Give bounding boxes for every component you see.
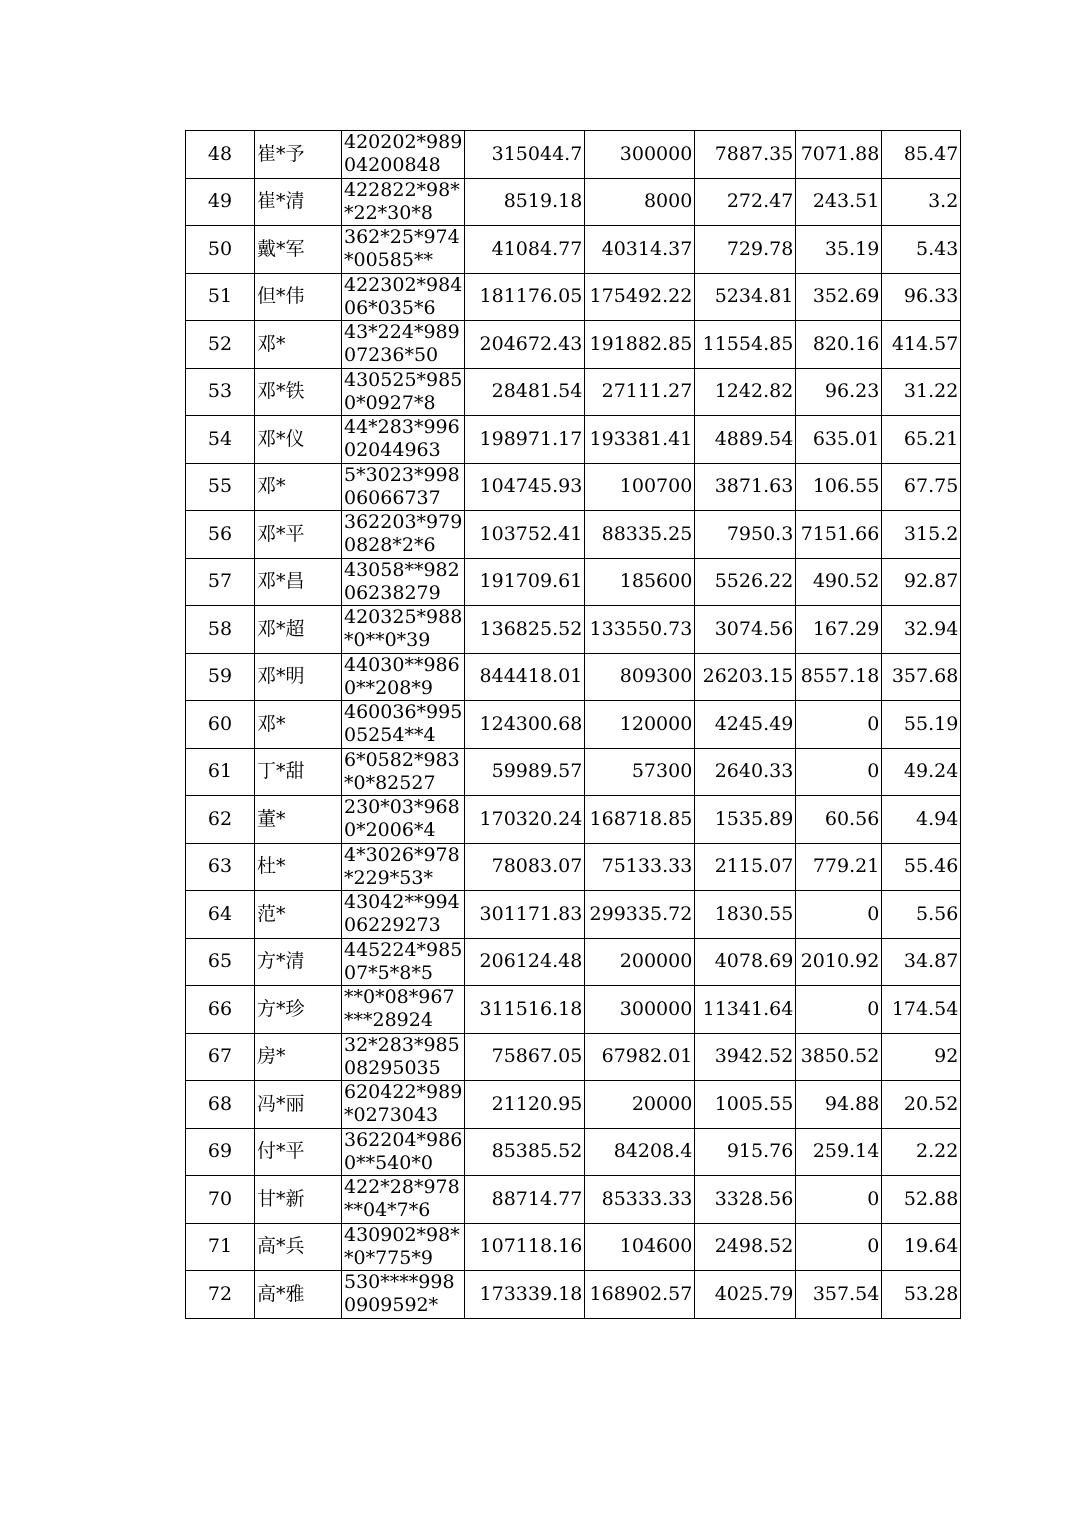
principal-cell: 85333.33	[585, 1176, 695, 1224]
id-number-line-2: 08295035	[344, 1056, 441, 1079]
table-row	[186, 748, 961, 796]
table-row	[186, 938, 961, 986]
fee-cell: 92.87	[882, 558, 961, 606]
interest-cell: 4025.79	[695, 1271, 796, 1319]
row-number-cell: 68	[186, 1081, 255, 1129]
table-row	[186, 843, 961, 891]
penalty-cell: 357.54	[796, 1271, 882, 1319]
id-number-line-1: 6*0582*983	[344, 748, 460, 771]
table-row	[186, 1128, 961, 1176]
table-row	[186, 1271, 961, 1319]
row-number-cell: 56	[186, 511, 255, 559]
name-cell: 邓*	[255, 321, 342, 369]
table-row	[186, 273, 961, 321]
penalty-cell: 0	[796, 748, 882, 796]
interest-cell: 3328.56	[695, 1176, 796, 1224]
table-row	[186, 131, 961, 179]
interest-cell: 5526.22	[695, 558, 796, 606]
id-number-line-1: 460036*995	[344, 701, 463, 724]
id-number-cell	[342, 1081, 465, 1129]
id-number-line-2: 06229273	[344, 914, 441, 937]
principal-cell: 185600	[585, 558, 695, 606]
id-number-cell	[342, 891, 465, 939]
id-number-cell	[342, 178, 465, 226]
id-number-line-1: 44*283*996	[344, 416, 460, 439]
table-row	[186, 1223, 961, 1271]
fee-cell: 96.33	[882, 273, 961, 321]
fee-cell: 55.19	[882, 701, 961, 749]
amount-cell: 315044.7	[465, 131, 585, 179]
table-row	[186, 701, 961, 749]
id-number-cell	[342, 463, 465, 511]
penalty-cell: 0	[796, 891, 882, 939]
id-number-cell	[342, 986, 465, 1034]
id-number-line-2: 0909592*	[344, 1294, 439, 1317]
fee-cell: 5.43	[882, 226, 961, 274]
penalty-cell: 96.23	[796, 368, 882, 416]
interest-cell: 1830.55	[695, 891, 796, 939]
row-number-cell: 57	[186, 558, 255, 606]
id-number-line-2: 06066737	[344, 486, 441, 509]
penalty-cell: 8557.18	[796, 653, 882, 701]
principal-cell: 27111.27	[585, 368, 695, 416]
id-number-line-2: 05254**4	[344, 724, 436, 747]
fee-cell: 55.46	[882, 843, 961, 891]
id-number-line-2: 04200848	[344, 154, 441, 177]
name-cell: 崔*予	[255, 131, 342, 179]
name-cell: 邓*超	[255, 606, 342, 654]
amount-cell: 311516.18	[465, 986, 585, 1034]
name-cell: 邓*明	[255, 653, 342, 701]
name-cell: 房*	[255, 1033, 342, 1081]
id-number-line-1: 422*28*978	[344, 1176, 460, 1199]
id-number-cell	[342, 1033, 465, 1081]
row-number-cell: 53	[186, 368, 255, 416]
name-cell: 范*	[255, 891, 342, 939]
id-number-line-1: 44030**986	[344, 653, 460, 676]
amount-cell: 198971.17	[465, 416, 585, 464]
table-row	[186, 416, 961, 464]
interest-cell: 11554.85	[695, 321, 796, 369]
principal-cell: 20000	[585, 1081, 695, 1129]
fee-cell: 315.2	[882, 511, 961, 559]
fee-cell: 357.68	[882, 653, 961, 701]
interest-cell: 5234.81	[695, 273, 796, 321]
interest-cell: 4889.54	[695, 416, 796, 464]
interest-cell: 4245.49	[695, 701, 796, 749]
penalty-cell: 0	[796, 1223, 882, 1271]
interest-cell: 3074.56	[695, 606, 796, 654]
id-number-line-1: 420202*989	[344, 131, 463, 154]
amount-cell: 206124.48	[465, 938, 585, 986]
row-number-cell: 48	[186, 131, 255, 179]
interest-cell: 7887.35	[695, 131, 796, 179]
id-number-cell	[342, 131, 465, 179]
penalty-cell: 3850.52	[796, 1033, 882, 1081]
name-cell: 邓*昌	[255, 558, 342, 606]
id-number-line-1: 43*224*989	[344, 321, 460, 344]
penalty-cell: 35.19	[796, 226, 882, 274]
interest-cell: 7950.3	[695, 511, 796, 559]
id-number-line-1: 422822*98*	[344, 178, 460, 201]
name-cell: 董*	[255, 796, 342, 844]
name-cell: 高*兵	[255, 1223, 342, 1271]
principal-cell: 193381.41	[585, 416, 695, 464]
id-number-line-1: 362203*979	[344, 511, 463, 534]
table-body	[186, 131, 961, 1319]
principal-cell: 133550.73	[585, 606, 695, 654]
row-number-cell: 51	[186, 273, 255, 321]
table-row	[186, 321, 961, 369]
id-number-cell	[342, 511, 465, 559]
penalty-cell: 7151.66	[796, 511, 882, 559]
id-number-line-1: **0*08*967	[344, 986, 455, 1009]
fee-cell: 32.94	[882, 606, 961, 654]
id-number-line-1: 620422*989	[344, 1081, 463, 1104]
fee-cell: 5.56	[882, 891, 961, 939]
id-number-cell	[342, 938, 465, 986]
amount-cell: 21120.95	[465, 1081, 585, 1129]
amount-cell: 59989.57	[465, 748, 585, 796]
id-number-line-2: *0**0*39	[344, 629, 431, 652]
interest-cell: 1005.55	[695, 1081, 796, 1129]
interest-cell: 1242.82	[695, 368, 796, 416]
fee-cell: 67.75	[882, 463, 961, 511]
interest-cell: 2640.33	[695, 748, 796, 796]
id-number-line-2: *0*82527	[344, 771, 436, 794]
principal-cell: 104600	[585, 1223, 695, 1271]
fee-cell: 3.2	[882, 178, 961, 226]
penalty-cell: 820.16	[796, 321, 882, 369]
principal-cell: 40314.37	[585, 226, 695, 274]
table-row	[186, 891, 961, 939]
id-number-line-2: *229*53*	[344, 866, 433, 889]
fee-cell: 92	[882, 1033, 961, 1081]
interest-cell: 11341.64	[695, 986, 796, 1034]
penalty-cell: 635.01	[796, 416, 882, 464]
principal-cell: 299335.72	[585, 891, 695, 939]
interest-cell: 3871.63	[695, 463, 796, 511]
fee-cell: 49.24	[882, 748, 961, 796]
principal-cell: 168718.85	[585, 796, 695, 844]
interest-cell: 1535.89	[695, 796, 796, 844]
principal-cell: 120000	[585, 701, 695, 749]
id-number-line-2: 0828*2*6	[344, 534, 436, 557]
penalty-cell: 60.56	[796, 796, 882, 844]
row-number-cell: 69	[186, 1128, 255, 1176]
amount-cell: 204672.43	[465, 321, 585, 369]
id-number-cell	[342, 843, 465, 891]
id-number-line-1: 420325*988	[344, 606, 463, 629]
amount-cell: 124300.68	[465, 701, 585, 749]
amount-cell: 85385.52	[465, 1128, 585, 1176]
id-number-cell	[342, 1271, 465, 1319]
amount-cell: 75867.05	[465, 1033, 585, 1081]
principal-cell: 57300	[585, 748, 695, 796]
id-number-cell	[342, 748, 465, 796]
interest-cell: 26203.15	[695, 653, 796, 701]
amount-cell: 28481.54	[465, 368, 585, 416]
id-number-cell	[342, 1128, 465, 1176]
interest-cell: 4078.69	[695, 938, 796, 986]
amount-cell: 107118.16	[465, 1223, 585, 1271]
id-number-line-2: 0**540*0	[344, 1151, 433, 1174]
fee-cell: 34.87	[882, 938, 961, 986]
fee-cell: 65.21	[882, 416, 961, 464]
name-cell: 高*雅	[255, 1271, 342, 1319]
id-number-line-1: 43042**994	[344, 891, 460, 914]
amount-cell: 181176.05	[465, 273, 585, 321]
penalty-cell: 94.88	[796, 1081, 882, 1129]
id-number-line-1: 362*25*974	[344, 226, 460, 249]
row-number-cell: 49	[186, 178, 255, 226]
id-number-line-2: *0*775*9	[344, 1246, 433, 1269]
name-cell: 丁*甜	[255, 748, 342, 796]
table-row	[186, 1081, 961, 1129]
amount-cell: 844418.01	[465, 653, 585, 701]
row-number-cell: 58	[186, 606, 255, 654]
row-number-cell: 62	[186, 796, 255, 844]
amount-cell: 104745.93	[465, 463, 585, 511]
row-number-cell: 64	[186, 891, 255, 939]
amount-cell: 88714.77	[465, 1176, 585, 1224]
id-number-line-1: 422302*984	[344, 273, 463, 296]
id-number-cell	[342, 796, 465, 844]
name-cell: 邓*铁	[255, 368, 342, 416]
penalty-cell: 0	[796, 1176, 882, 1224]
principal-cell: 8000	[585, 178, 695, 226]
id-number-line-2: 06238279	[344, 581, 441, 604]
table-row	[186, 606, 961, 654]
name-cell: 戴*军	[255, 226, 342, 274]
amount-cell: 301171.83	[465, 891, 585, 939]
table-row	[186, 368, 961, 416]
id-number-line-1: 4*3026*978	[344, 843, 460, 866]
table-row	[186, 511, 961, 559]
name-cell: 邓*平	[255, 511, 342, 559]
table-row	[186, 178, 961, 226]
fee-cell: 174.54	[882, 986, 961, 1034]
name-cell: 甘*新	[255, 1176, 342, 1224]
id-number-line-2: *00585**	[344, 249, 433, 272]
interest-cell: 915.76	[695, 1128, 796, 1176]
principal-cell: 84208.4	[585, 1128, 695, 1176]
amount-cell: 8519.18	[465, 178, 585, 226]
id-number-line-2: 0*2006*4	[344, 819, 436, 842]
row-number-cell: 67	[186, 1033, 255, 1081]
id-number-line-2: ***28924	[344, 1009, 433, 1032]
id-number-line-1: 230*03*968	[344, 796, 460, 819]
name-cell: 方*珍	[255, 986, 342, 1034]
fee-cell: 19.64	[882, 1223, 961, 1271]
penalty-cell: 106.55	[796, 463, 882, 511]
id-number-cell	[342, 558, 465, 606]
fee-cell: 414.57	[882, 321, 961, 369]
id-number-line-1: 430525*985	[344, 368, 463, 391]
id-number-line-1: 445224*985	[344, 938, 463, 961]
interest-cell: 2115.07	[695, 843, 796, 891]
row-number-cell: 59	[186, 653, 255, 701]
fee-cell: 2.22	[882, 1128, 961, 1176]
name-cell: 邓*仪	[255, 416, 342, 464]
id-number-cell	[342, 416, 465, 464]
id-number-cell	[342, 321, 465, 369]
row-number-cell: 63	[186, 843, 255, 891]
principal-cell: 168902.57	[585, 1271, 695, 1319]
table-row	[186, 1033, 961, 1081]
table-row	[186, 558, 961, 606]
fee-cell: 85.47	[882, 131, 961, 179]
interest-cell: 272.47	[695, 178, 796, 226]
id-number-line-2: 0*0927*8	[344, 391, 436, 414]
id-number-line-2: 06*035*6	[344, 296, 436, 319]
penalty-cell: 0	[796, 986, 882, 1034]
penalty-cell: 7071.88	[796, 131, 882, 179]
id-number-line-1: 32*283*985	[344, 1033, 460, 1056]
row-number-cell: 52	[186, 321, 255, 369]
id-number-cell	[342, 653, 465, 701]
row-number-cell: 50	[186, 226, 255, 274]
fee-cell: 52.88	[882, 1176, 961, 1224]
amount-cell: 103752.41	[465, 511, 585, 559]
row-number-cell: 66	[186, 986, 255, 1034]
row-number-cell: 60	[186, 701, 255, 749]
table-row	[186, 226, 961, 274]
penalty-cell: 490.52	[796, 558, 882, 606]
amount-cell: 173339.18	[465, 1271, 585, 1319]
principal-cell: 809300	[585, 653, 695, 701]
id-number-line-2: *0273043	[344, 1104, 439, 1127]
amount-cell: 191709.61	[465, 558, 585, 606]
id-number-line-1: 430902*98*	[344, 1223, 460, 1246]
interest-cell: 2498.52	[695, 1223, 796, 1271]
id-number-line-1: 43058**982	[344, 558, 460, 581]
principal-cell: 67982.01	[585, 1033, 695, 1081]
penalty-cell: 243.51	[796, 178, 882, 226]
id-number-line-2: 07236*50	[344, 344, 439, 367]
amount-cell: 41084.77	[465, 226, 585, 274]
id-number-line-1: 5*3023*998	[344, 463, 460, 486]
table-row	[186, 1176, 961, 1224]
id-number-line-2: 07*5*8*5	[344, 961, 433, 984]
principal-cell: 300000	[585, 986, 695, 1034]
fee-cell: 31.22	[882, 368, 961, 416]
id-number-cell	[342, 226, 465, 274]
name-cell: 方*清	[255, 938, 342, 986]
row-number-cell: 54	[186, 416, 255, 464]
principal-cell: 175492.22	[585, 273, 695, 321]
fee-cell: 4.94	[882, 796, 961, 844]
id-number-cell	[342, 1176, 465, 1224]
amount-cell: 136825.52	[465, 606, 585, 654]
id-number-line-2: 0**208*9	[344, 676, 433, 699]
data-table	[185, 130, 961, 1319]
name-cell: 冯*丽	[255, 1081, 342, 1129]
id-number-cell	[342, 1223, 465, 1271]
id-number-line-1: 362204*986	[344, 1128, 463, 1151]
id-number-cell	[342, 701, 465, 749]
id-number-line-2: **04*7*6	[344, 1199, 431, 1222]
name-cell: 但*伟	[255, 273, 342, 321]
table-row	[186, 796, 961, 844]
principal-cell: 88335.25	[585, 511, 695, 559]
penalty-cell: 167.29	[796, 606, 882, 654]
principal-cell: 300000	[585, 131, 695, 179]
id-number-cell	[342, 273, 465, 321]
row-number-cell: 65	[186, 938, 255, 986]
row-number-cell: 55	[186, 463, 255, 511]
row-number-cell: 72	[186, 1271, 255, 1319]
id-number-line-1: 530****998	[344, 1271, 455, 1294]
id-number-cell	[342, 606, 465, 654]
principal-cell: 191882.85	[585, 321, 695, 369]
row-number-cell: 61	[186, 748, 255, 796]
row-number-cell: 71	[186, 1223, 255, 1271]
row-number-cell: 70	[186, 1176, 255, 1224]
name-cell: 杜*	[255, 843, 342, 891]
principal-cell: 200000	[585, 938, 695, 986]
interest-cell: 729.78	[695, 226, 796, 274]
amount-cell: 78083.07	[465, 843, 585, 891]
interest-cell: 3942.52	[695, 1033, 796, 1081]
table-row	[186, 986, 961, 1034]
name-cell: 付*平	[255, 1128, 342, 1176]
penalty-cell: 779.21	[796, 843, 882, 891]
id-number-line-2: *22*30*8	[344, 201, 433, 224]
id-number-cell	[342, 368, 465, 416]
name-cell: 邓*	[255, 463, 342, 511]
principal-cell: 75133.33	[585, 843, 695, 891]
penalty-cell: 0	[796, 701, 882, 749]
penalty-cell: 259.14	[796, 1128, 882, 1176]
principal-cell: 100700	[585, 463, 695, 511]
penalty-cell: 352.69	[796, 273, 882, 321]
table-row	[186, 653, 961, 701]
fee-cell: 20.52	[882, 1081, 961, 1129]
id-number-line-2: 02044963	[344, 439, 441, 462]
table-row	[186, 463, 961, 511]
penalty-cell: 2010.92	[796, 938, 882, 986]
amount-cell: 170320.24	[465, 796, 585, 844]
name-cell: 邓*	[255, 701, 342, 749]
fee-cell: 53.28	[882, 1271, 961, 1319]
name-cell: 崔*清	[255, 178, 342, 226]
